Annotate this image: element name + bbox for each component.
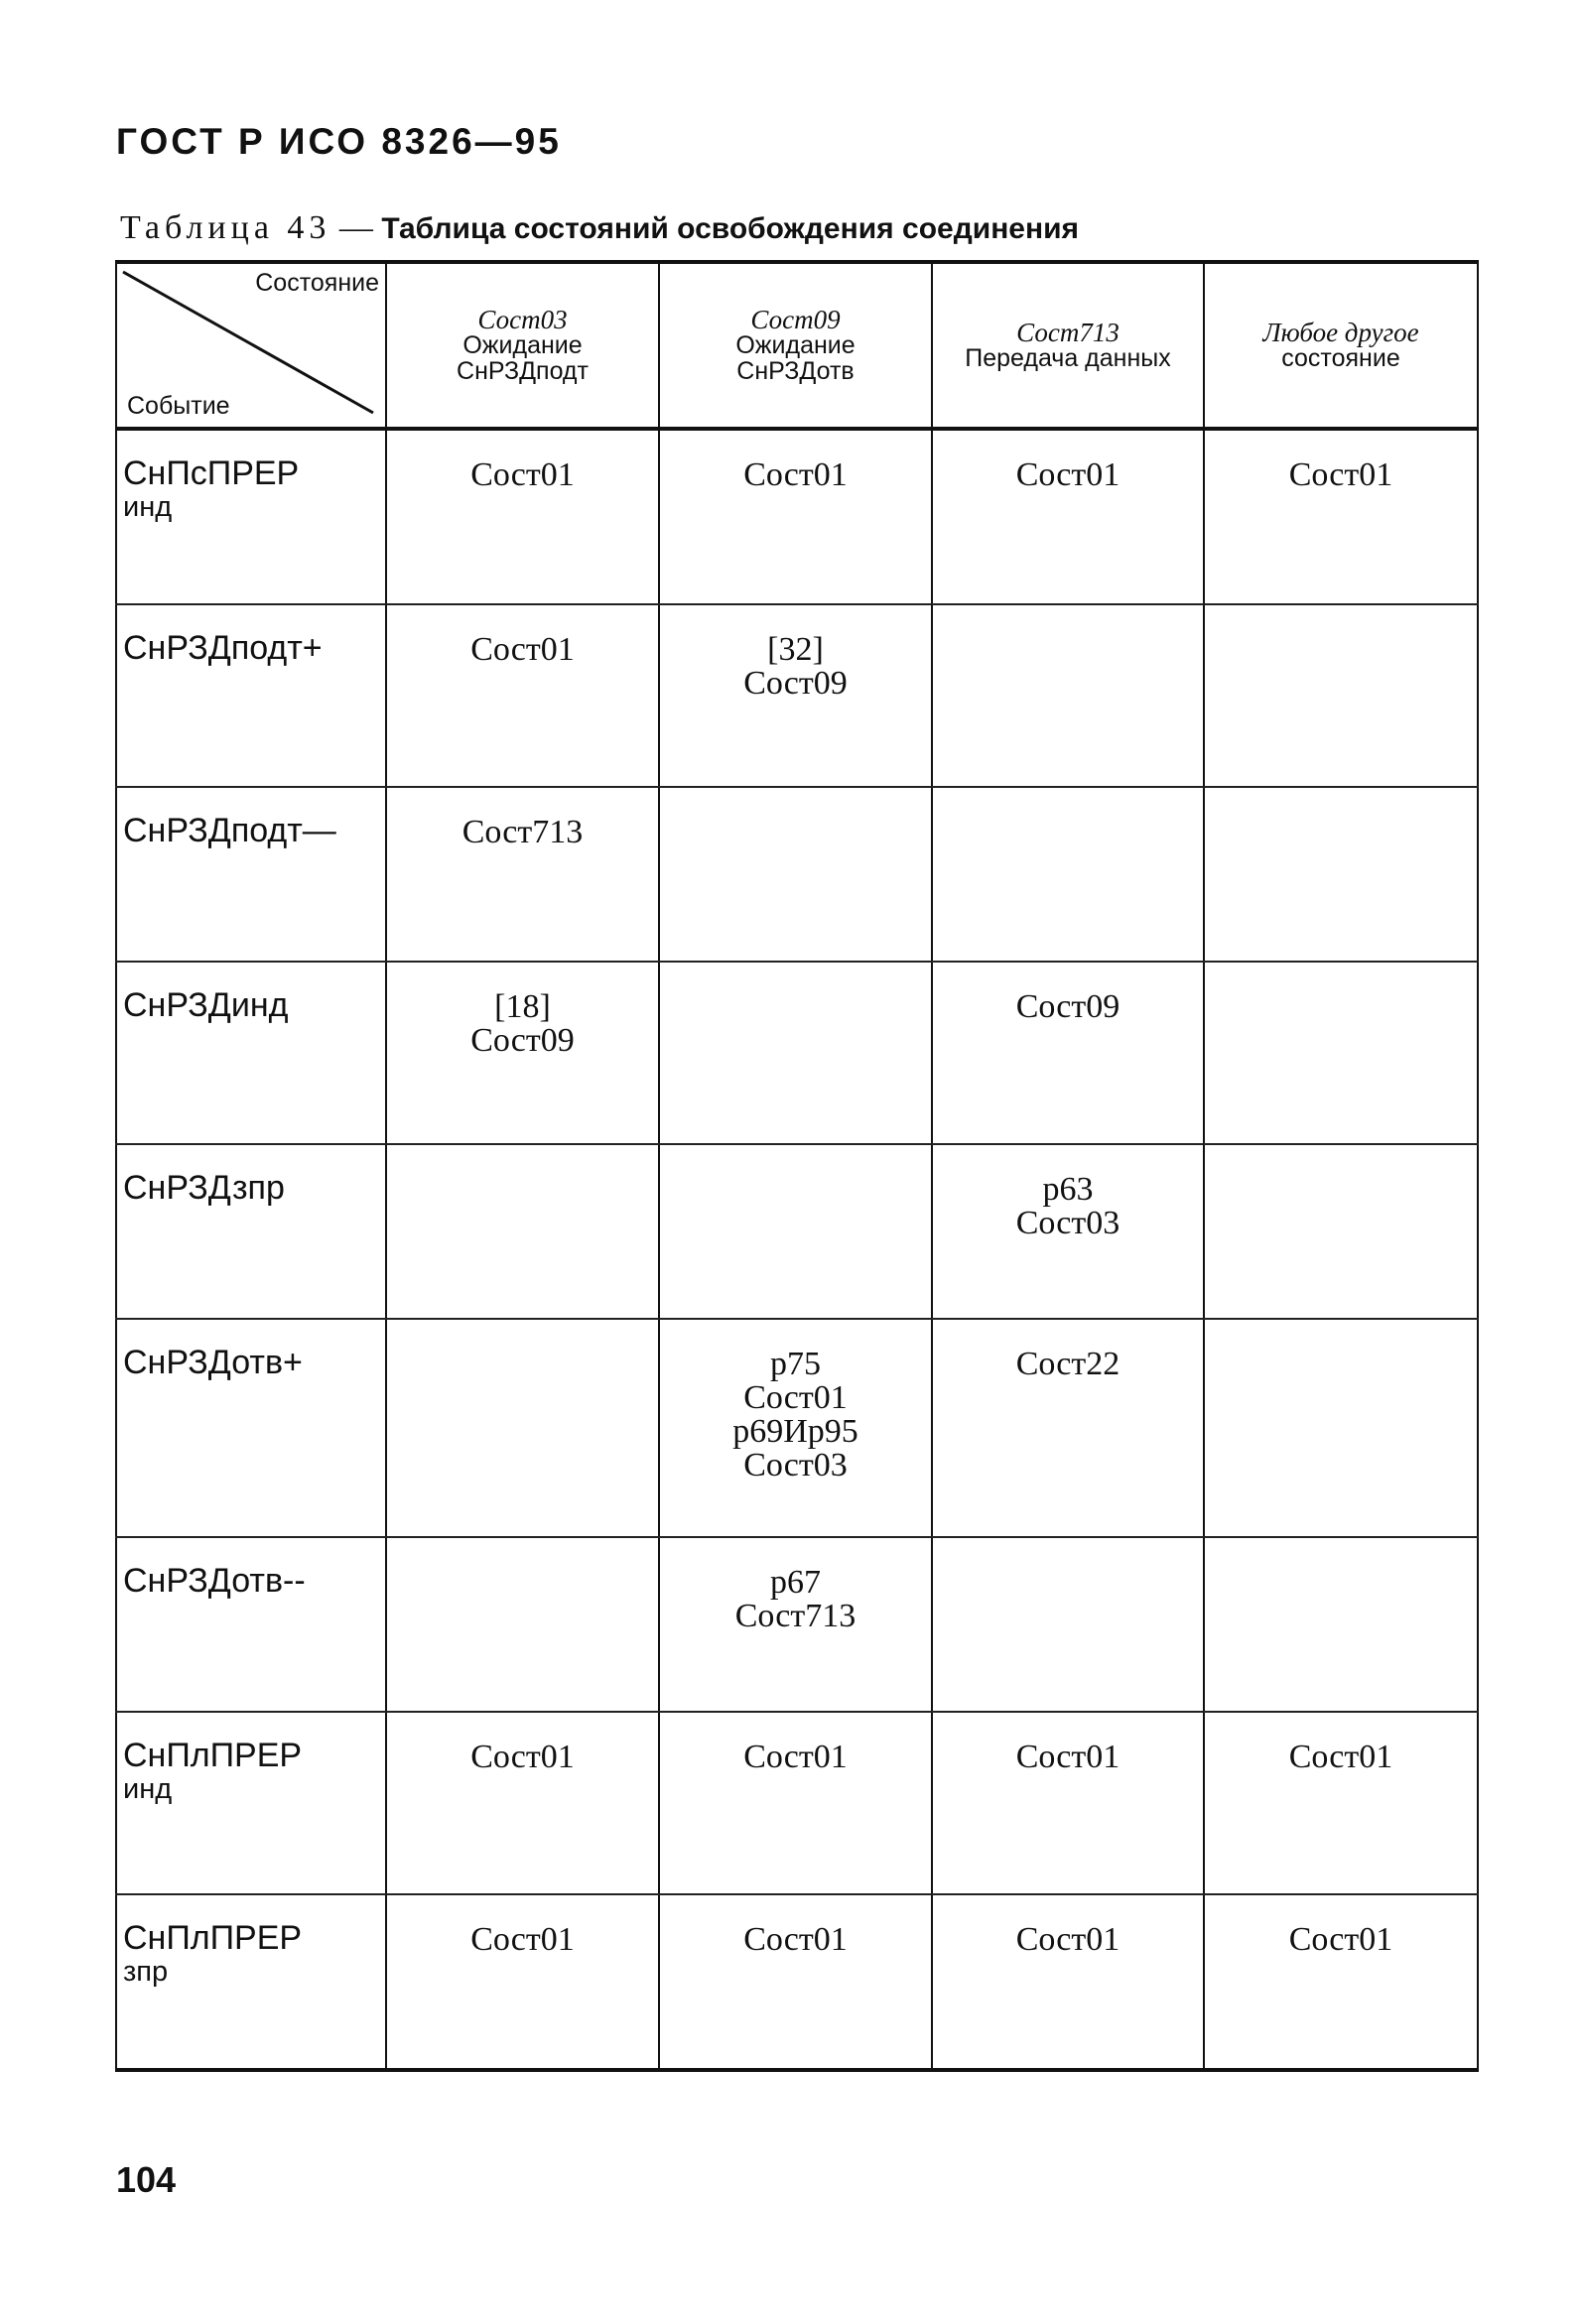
transition-cell	[1204, 1712, 1478, 1894]
transition-value: Сост01	[1015, 456, 1120, 493]
table-row	[116, 1712, 1478, 1894]
transition-cell	[932, 1894, 1204, 2070]
transition-value: Сост713	[461, 814, 584, 850]
transition-cell	[1204, 1894, 1478, 2070]
transition-cell	[932, 1537, 1204, 1712]
event-cell	[116, 1712, 386, 1894]
transition-cell	[932, 1319, 1204, 1537]
table-row	[116, 1319, 1478, 1537]
transition-value: Сост01	[470, 1739, 575, 1775]
transition-cell	[386, 429, 659, 604]
transition-cell	[1204, 962, 1478, 1144]
transition-value: Сост09	[1015, 988, 1120, 1025]
table-caption-title: Таблица состояний освобождения соединения	[381, 212, 1080, 245]
event-cell	[116, 604, 386, 787]
transition-cell	[932, 604, 1204, 787]
transition-cell	[1204, 787, 1478, 962]
event-suffix: зпр	[123, 1956, 169, 1988]
transition-cell	[659, 1537, 932, 1712]
transition-value: Сост01	[743, 456, 848, 493]
table-row	[116, 1537, 1478, 1712]
column-header-code: Сост03	[477, 305, 568, 334]
column-header-desc: СнРЗДотв	[736, 357, 855, 385]
event-name: СнРЗДотв+	[123, 1344, 303, 1381]
event-name: СнПлПРЕР	[123, 1737, 303, 1774]
transition-cell	[932, 1144, 1204, 1319]
column-header-desc: состояние	[1281, 344, 1400, 372]
event-name: СнРЗДподт+	[123, 629, 323, 667]
event-suffix: инд	[123, 491, 173, 523]
transition-cell	[1204, 1319, 1478, 1537]
event-cell	[116, 1319, 386, 1537]
table-header-row	[116, 262, 1478, 429]
table-caption-label: Таблица 43	[120, 209, 331, 246]
column-header	[932, 262, 1204, 429]
transition-value: Сост01	[470, 456, 575, 493]
transition-value: Сост01	[1015, 1739, 1120, 1775]
column-header-code: Сост713	[1016, 318, 1120, 347]
event-name: СнРЗДподт—	[123, 812, 336, 849]
column-header-code: Сост09	[750, 305, 841, 334]
event-cell	[116, 787, 386, 962]
transition-value: р75	[770, 1346, 821, 1382]
transition-cell	[659, 1144, 932, 1319]
table-row	[116, 787, 1478, 962]
corner-event-label: Событие	[127, 392, 230, 420]
transition-cell	[386, 787, 659, 962]
transition-cell	[932, 787, 1204, 962]
transition-value: Сост01	[1288, 1921, 1393, 1958]
column-header-desc: Передача данных	[965, 344, 1171, 372]
transition-cell	[932, 1712, 1204, 1894]
transition-cell	[659, 787, 932, 962]
transition-value: Сост713	[734, 1598, 856, 1634]
event-name: СнРЗДинд	[123, 986, 289, 1024]
transition-cell	[659, 429, 932, 604]
transition-cell	[1204, 1144, 1478, 1319]
transition-cell	[659, 962, 932, 1144]
event-cell	[116, 962, 386, 1144]
corner-state-label: Состояние	[255, 269, 379, 297]
transition-value: Сост01	[470, 631, 575, 668]
column-header	[1204, 262, 1478, 429]
event-name: СнРЗДзпр	[123, 1169, 285, 1207]
event-cell	[116, 1144, 386, 1319]
transition-value: Сост01	[743, 1739, 848, 1775]
transition-cell	[659, 1712, 932, 1894]
transition-value: Сост01	[743, 1921, 848, 1958]
transition-cell	[386, 1144, 659, 1319]
transition-cell	[386, 1537, 659, 1712]
table-row	[116, 604, 1478, 787]
transition-value: Сост01	[1015, 1921, 1120, 1958]
transition-cell	[386, 1712, 659, 1894]
transition-cell	[386, 1894, 659, 2070]
transition-value: Сост01	[743, 1379, 848, 1416]
event-cell	[116, 429, 386, 604]
event-suffix: инд	[123, 1773, 173, 1805]
table-row	[116, 1144, 1478, 1319]
transition-value: Сост01	[1288, 1739, 1393, 1775]
table-row	[116, 962, 1478, 1144]
transition-value: [18]	[494, 988, 551, 1025]
transition-value: р69Ир95	[732, 1413, 858, 1450]
transition-cell	[386, 604, 659, 787]
column-header-desc: СнРЗДподт	[457, 357, 589, 385]
event-cell	[116, 1894, 386, 2070]
transition-cell	[386, 962, 659, 1144]
column-header	[659, 262, 932, 429]
event-name: СнРЗДотв--	[123, 1562, 306, 1600]
transition-value: [32]	[767, 631, 824, 668]
column-header-desc: Ожидание	[735, 331, 856, 359]
page-number: 104	[116, 2159, 177, 2200]
event-name: СнПлПРЕР	[123, 1919, 303, 1957]
transition-cell	[386, 1319, 659, 1537]
table-caption-dash: —	[330, 209, 382, 246]
table-corner-cell	[116, 262, 386, 429]
transition-cell	[932, 962, 1204, 1144]
column-header-desc: Ожидание	[462, 331, 583, 359]
transition-value: Сост22	[1015, 1346, 1120, 1382]
document-header: ГОСТ Р ИСО 8326—95	[116, 121, 562, 162]
transition-cell	[932, 429, 1204, 604]
event-cell	[116, 1537, 386, 1712]
transition-value: р63	[1042, 1171, 1094, 1208]
state-table	[115, 260, 1479, 2072]
column-header	[386, 262, 659, 429]
transition-cell	[659, 1319, 932, 1537]
table-caption	[120, 209, 1079, 247]
event-name: СнПсПРЕР	[123, 454, 300, 492]
transition-cell	[1204, 1537, 1478, 1712]
transition-value: Сост09	[470, 1022, 575, 1059]
transition-value: Сост09	[743, 665, 848, 702]
table-row	[116, 429, 1478, 604]
column-header-code: Любое другое	[1262, 318, 1419, 347]
transition-cell	[1204, 429, 1478, 604]
transition-cell	[659, 1894, 932, 2070]
transition-value: р67	[770, 1564, 821, 1601]
table-row	[116, 1894, 1478, 2070]
transition-value: Сост01	[1288, 456, 1393, 493]
transition-cell	[659, 604, 932, 787]
transition-value: Сост03	[1015, 1205, 1120, 1241]
transition-cell	[1204, 604, 1478, 787]
transition-value: Сост03	[743, 1447, 848, 1484]
transition-value: Сост01	[470, 1921, 575, 1958]
